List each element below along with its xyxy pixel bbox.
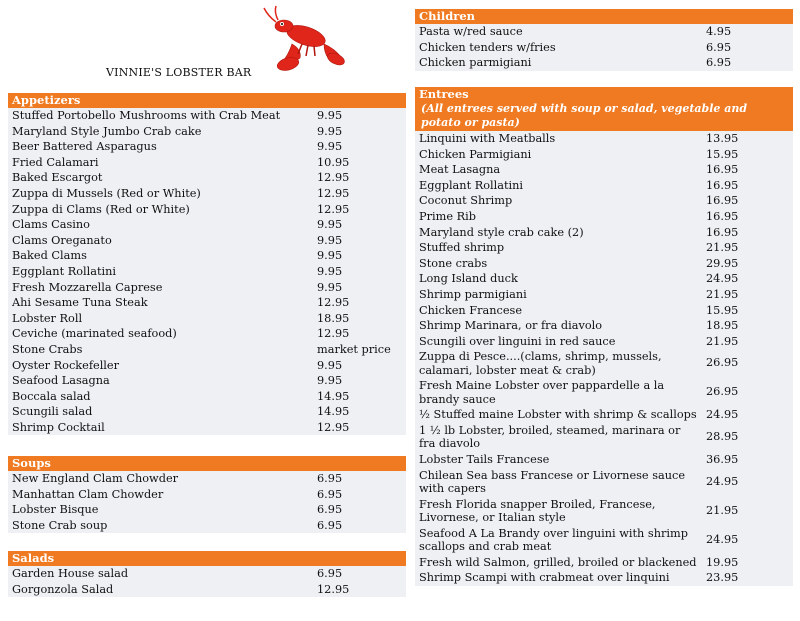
menu-item-price: 19.95 [706, 555, 739, 569]
menu-item-name: ½ Stuffed maine Lobster with shrimp & scallops [419, 408, 697, 422]
menu-item-name: Lobster Tails Francese [419, 452, 550, 466]
menu-item-row [8, 124, 406, 140]
menu-item-price: 15.95 [706, 147, 739, 161]
menu-item-name: Prime Rib [419, 209, 476, 223]
menu-item-row [8, 108, 406, 124]
appetizers-header: Appetizers [8, 93, 406, 108]
menu-item-name: Pasta w/red sauce [419, 25, 523, 38]
salads-header: Salads [8, 551, 406, 566]
menu-item-price: 12.95 [317, 171, 350, 185]
soups-list [8, 471, 406, 533]
menu-item-name: Garden House salad [12, 567, 129, 580]
lobster-icon [262, 4, 358, 74]
menu-item-row [415, 256, 793, 272]
menu-item-price: 9.95 [317, 109, 343, 122]
menu-item-name: Stone Crabs [12, 342, 83, 356]
menu-item-name: Eggplant Rollatini [12, 264, 117, 278]
menu-item-price: market price [317, 342, 391, 356]
menu-item-row [8, 326, 406, 342]
menu-item-price: 9.95 [317, 140, 343, 154]
menu-item-row [8, 373, 406, 389]
menu-item-name: Fresh wild Salmon, grilled, broiled or blackened [419, 555, 697, 569]
menu-item-row [415, 570, 793, 586]
menu-item-row [415, 287, 793, 303]
menu-item-name: Seafood Lasagna [12, 374, 110, 388]
menu-item-name: Fresh Maine Lobster over pappardelle a la brandy sauce [419, 379, 665, 406]
entrees-list [415, 131, 793, 586]
appetizers-section [8, 93, 406, 435]
menu-item-price: 12.95 [317, 327, 350, 341]
soups-section [8, 456, 406, 533]
menu-item-name: 1 ½ lb Lobster, broiled, steamed, marinara or fra diavolo [419, 423, 681, 451]
menu-item-row [415, 24, 793, 40]
menu-item-price: 21.95 [706, 287, 739, 301]
menu-item-name: Clams Oreganato [12, 233, 112, 247]
menu-item-row [8, 311, 406, 327]
menu-item-name: Lobster Bisque [12, 503, 99, 517]
menu-item-row [8, 202, 406, 218]
menu-item-name: Stone Crab soup [12, 518, 108, 532]
menu-item-row [415, 497, 793, 526]
menu-item-name: Shrimp Cocktail [12, 420, 105, 434]
menu-item-row [415, 423, 793, 452]
menu-item-name: Beer Battered Asparagus [12, 140, 157, 154]
menu-item-name: Chilean Sea bass Francese or Livornese sauce with capers [419, 468, 686, 495]
menu-item-price: 12.95 [317, 186, 350, 200]
menu-item-name: Coconut Shrimp [419, 194, 513, 208]
menu-item-price: 6.95 [706, 40, 732, 54]
restaurant-title: VINNIE'S LOBSTER BAR [106, 66, 252, 79]
menu-item-row [415, 225, 793, 241]
menu-item-row [8, 471, 406, 487]
menu-item-row [8, 170, 406, 186]
menu-item-price: 24.95 [706, 272, 739, 286]
menu-item-price: 9.95 [317, 374, 343, 388]
menu-item-price: 16.95 [706, 225, 739, 239]
menu-item-price: 6.95 [706, 56, 732, 70]
menu-item-row [415, 147, 793, 163]
menu-item-row [8, 566, 406, 582]
menu-item-name: Zuppa di Clams (Red or White) [12, 202, 190, 216]
menu-item-price: 28.95 [706, 429, 739, 443]
menu-item-price: 24.95 [706, 532, 739, 546]
menu-item-price: 26.95 [706, 385, 739, 399]
menu-item-price: 14.95 [317, 389, 350, 403]
menu-item-price: 21.95 [706, 334, 739, 348]
menu-item-name: Stone crabs [419, 256, 488, 270]
menu-item-row [8, 280, 406, 296]
menu-item-price: 6.95 [317, 567, 343, 580]
menu-item-name: Eggplant Rollatini [419, 178, 524, 192]
menu-item-row [8, 404, 406, 420]
menu-item-price: 23.95 [706, 571, 739, 585]
menu-item-price: 16.95 [706, 209, 739, 223]
menu-item-name: Ceviche (marinated seafood) [12, 327, 177, 341]
menu-item-row [415, 452, 793, 468]
salads-section [8, 551, 406, 597]
entrees-note: (All entrees served with soup or salad, vegetable and potato or pasta) [415, 102, 793, 131]
menu-item-row [415, 55, 793, 71]
menu-item-name: Chicken tenders w/fries [419, 40, 556, 54]
menu-item-row [415, 240, 793, 256]
menu-item-price: 18.95 [706, 319, 739, 333]
menu-item-row [8, 155, 406, 171]
menu-item-row [415, 468, 793, 497]
menu-item-name: Manhattan Clam Chowder [12, 487, 164, 501]
menu-item-name: Zuppa di Pesce....(clams, shrimp, mussels, calamari, lobster meat & crab) [419, 350, 662, 377]
soups-header: Soups [8, 456, 406, 471]
menu-item-price: 9.95 [317, 233, 343, 247]
menu-item-price: 21.95 [706, 503, 739, 517]
menu-item-name: Ahi Sesame Tuna Steak [12, 296, 148, 310]
menu-item-row [415, 131, 793, 147]
menu-item-price: 12.95 [317, 296, 350, 310]
menu-item-name: Maryland Style Jumbo Crab cake [12, 124, 202, 138]
menu-item-price: 9.95 [317, 280, 343, 294]
menu-item-price: 26.95 [706, 356, 739, 370]
menu-item-name: Fried Calamari [12, 155, 99, 169]
menu-item-row [8, 342, 406, 358]
menu-item-name: Seafood A La Brandy over linguini with shrimp scallops and crab meat [419, 526, 688, 553]
menu-item-row [415, 555, 793, 571]
menu-item-row [8, 502, 406, 518]
menu-item-row [415, 318, 793, 334]
menu-item-price: 16.95 [706, 178, 739, 192]
entrees-section [415, 87, 793, 586]
menu-item-name: Clams Casino [12, 218, 90, 232]
menu-item-row [8, 487, 406, 503]
menu-item-price: 6.95 [317, 487, 343, 501]
menu-item-price: 15.95 [706, 303, 739, 317]
menu-item-row [8, 518, 406, 534]
menu-item-row [8, 389, 406, 405]
menu-item-name: Shrimp parmigiani [419, 287, 527, 301]
menu-item-price: 13.95 [706, 132, 739, 145]
children-list [415, 24, 793, 71]
menu-item-name: Oyster Rockefeller [12, 358, 120, 372]
entrees-header: Entrees [415, 87, 793, 102]
menu-item-row [8, 233, 406, 249]
menu-item-row [415, 193, 793, 209]
menu-item-name: Chicken Parmigiani [419, 147, 532, 161]
menu-item-price: 6.95 [317, 503, 343, 517]
menu-item-name: Meat Lasagna [419, 163, 501, 177]
menu-item-price: 6.95 [317, 518, 343, 532]
menu-item-price: 36.95 [706, 452, 739, 466]
menu-item-row [8, 139, 406, 155]
menu-item-name: Stuffed shrimp [419, 241, 505, 255]
children-header: Children [415, 9, 793, 24]
menu-item-name: Scungili salad [12, 405, 93, 419]
menu-item-row [415, 209, 793, 225]
menu-item-row [8, 582, 406, 598]
menu-item-row [415, 178, 793, 194]
menu-item-row [8, 420, 406, 436]
menu-item-row [8, 295, 406, 311]
menu-item-price: 9.95 [317, 124, 343, 138]
menu-item-row [415, 162, 793, 178]
menu-item-price: 24.95 [706, 474, 739, 488]
menu-item-price: 10.95 [317, 155, 350, 169]
menu-item-name: Chicken Francese [419, 303, 523, 317]
menu-item-price: 16.95 [706, 163, 739, 177]
menu-item-name: Fresh Mozzarella Caprese [12, 280, 163, 294]
menu-item-name: Shrimp Scampi with crabmeat over linquini [419, 571, 670, 585]
menu-item-row [8, 217, 406, 233]
menu-item-price: 18.95 [317, 311, 350, 325]
menu-item-row [415, 526, 793, 555]
menu-item-row [415, 349, 793, 378]
menu-item-name: Zuppa di Mussels (Red or White) [12, 186, 201, 200]
menu-item-name: Chicken parmigiani [419, 56, 532, 70]
menu-item-price: 29.95 [706, 256, 739, 270]
menu-item-name: Baked Clams [12, 249, 87, 263]
menu-item-price: 6.95 [317, 472, 343, 485]
menu-item-price: 12.95 [317, 202, 350, 216]
menu-item-name: Shrimp Marinara, or fra diavolo [419, 319, 603, 333]
menu-item-name: Lobster Roll [12, 311, 83, 325]
menu-item-price: 12.95 [317, 420, 350, 434]
menu-item-name: Boccala salad [12, 389, 91, 403]
menu-item-row [415, 271, 793, 287]
menu-item-price: 9.95 [317, 264, 343, 278]
menu-item-price: 24.95 [706, 408, 739, 422]
menu-item-name: Stuffed Portobello Mushrooms with Crab Meat [12, 109, 281, 122]
menu-item-name: Linquini with Meatballs [419, 132, 556, 145]
menu-item-row [415, 303, 793, 319]
children-section [415, 9, 793, 71]
menu-item-row [415, 378, 793, 407]
salads-list [8, 566, 406, 597]
menu-item-price: 16.95 [706, 194, 739, 208]
menu-item-row [8, 358, 406, 374]
menu-item-row [8, 248, 406, 264]
menu-item-row [8, 186, 406, 202]
menu-item-name: Scungili over linguini in red sauce [419, 334, 616, 348]
menu-item-name: Long Island duck [419, 272, 518, 286]
appetizers-list [8, 108, 406, 435]
menu-item-price: 9.95 [317, 218, 343, 232]
menu-item-price: 4.95 [706, 25, 732, 38]
menu-item-row [415, 334, 793, 350]
menu-item-name: Baked Escargot [12, 171, 103, 185]
menu-item-name: Maryland style crab cake (2) [419, 225, 584, 239]
menu-item-row [415, 40, 793, 56]
menu-item-name: Gorgonzola Salad [12, 582, 114, 596]
menu-item-name: Fresh Florida snapper Broiled, Francese, Livornese, or Italian style [419, 497, 656, 524]
menu-item-row [415, 407, 793, 423]
menu-item-price: 12.95 [317, 582, 350, 596]
menu-item-name: New England Clam Chowder [12, 472, 179, 485]
menu-item-price: 9.95 [317, 358, 343, 372]
menu-item-price: 21.95 [706, 241, 739, 255]
menu-item-price: 14.95 [317, 405, 350, 419]
menu-item-price: 9.95 [317, 249, 343, 263]
menu-item-row [8, 264, 406, 280]
